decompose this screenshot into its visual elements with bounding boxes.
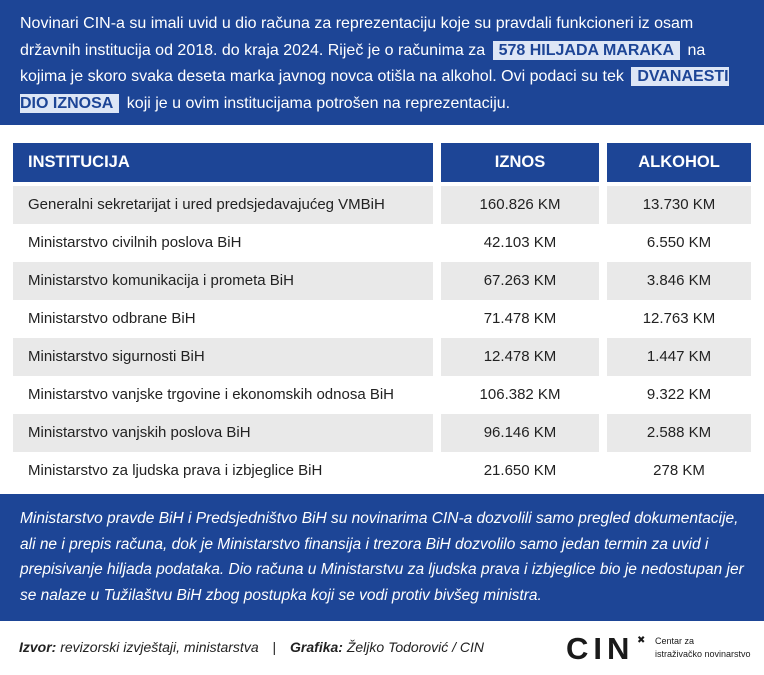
logo-tagline xyxy=(655,635,751,661)
cell-amount: 21.650 KM xyxy=(483,462,557,479)
header-amount: IZNOS xyxy=(441,143,599,182)
cell-institution: Ministarstvo vanjske trgovine i ekonomskih odnosa BiH xyxy=(28,386,394,403)
note-text: Ministarstvo pravde BiH i Predsjedništvo BiH su novinarima CIN-a dozvolili samo pregled dokumentacije, ali ne i prepis računa, dok je Ministarstvo finansija i trezora BiH dozvolilo samo jedan termin za uvid i prepisivanje hiljada podataka. Dio računa u Ministarstvu za ljudska prava i izbjeglice bio je nedostupan jer se nalaze u Tužilaštvu BiH zbog postupka koji se vodi protiv bivšeg ministra. xyxy=(20,510,744,604)
table-row xyxy=(13,376,751,414)
cell-alcohol: 13.730 KM xyxy=(607,186,751,224)
cell-institution: Ministarstvo vanjskih poslova BiH xyxy=(13,414,433,452)
source-value: revizorski izvještaji, ministarstva xyxy=(60,639,259,655)
note-panel xyxy=(0,494,764,621)
cell-institution: Ministarstvo odbrane BiH xyxy=(28,310,196,327)
graphic-label: Grafika: xyxy=(290,639,343,655)
intro-text-1: Novinari CIN-a su imali uvid u dio računa za reprezentaciju koje su pravdali funkcioneri iz osam državnih institucija od 2018. do kraja 2024. Riječ je o računima za xyxy=(20,15,694,59)
intro-highlight-amount: 578 HILJADA MARAKA xyxy=(493,41,680,60)
cell-amount: 96.146 KM xyxy=(441,414,599,452)
table-row xyxy=(13,452,751,490)
cin-logo xyxy=(566,631,756,667)
intro-text-3: koji je u ovim institucijama potrošen na reprezentaciju. xyxy=(126,94,511,112)
cell-alcohol: 2.588 KM xyxy=(607,414,751,452)
intro-highlight-fraction: DVANAESTI DIO IZNOSA xyxy=(20,68,729,112)
cell-institution: Ministarstvo komunikacija i prometa BiH xyxy=(13,262,433,300)
intro-text-2: na kojima je skoro svaka deseta marka javnog novca otišla na alkohol. Ovi podaci su tek xyxy=(20,41,706,85)
header-alcohol: ALKOHOL xyxy=(607,143,751,182)
graphic-value: Željko Todorović / CIN xyxy=(346,639,485,655)
intro-panel xyxy=(0,0,764,125)
credits xyxy=(19,639,484,655)
table-row xyxy=(13,224,751,262)
cell-alcohol: 1.447 KM xyxy=(607,338,751,376)
cell-amount: 42.103 KM xyxy=(483,234,557,251)
cell-institution: Ministarstvo civilnih poslova BiH xyxy=(28,234,242,251)
cell-institution: Ministarstvo za ljudska prava i izbjeglice BiH xyxy=(28,462,323,479)
expenses-table xyxy=(13,143,751,490)
cell-alcohol: 12.763 KM xyxy=(642,310,716,327)
table-row xyxy=(13,186,751,224)
cell-amount: 67.263 KM xyxy=(441,262,599,300)
cell-alcohol: 3.846 KM xyxy=(607,262,751,300)
cell-alcohol: 9.322 KM xyxy=(646,386,712,403)
cell-alcohol: 278 KM xyxy=(653,462,705,479)
table-row xyxy=(13,262,751,300)
cell-institution: Ministarstvo sigurnosti BiH xyxy=(13,338,433,376)
logo-wordmark: CIN xyxy=(566,631,635,666)
table-row xyxy=(13,414,751,452)
table-header xyxy=(13,143,751,182)
table-row xyxy=(13,300,751,338)
cell-amount: 160.826 KM xyxy=(441,186,599,224)
credits-separator: | xyxy=(272,639,277,655)
header-institution: INSTITUCIJA xyxy=(13,143,433,182)
cell-amount: 106.382 KM xyxy=(479,386,561,403)
logo-tagline-line1: Centar za xyxy=(655,636,695,646)
footer xyxy=(0,621,764,675)
table-row xyxy=(13,338,751,376)
source-label: Izvor: xyxy=(19,639,57,655)
logo-cross-icon: ✖ xyxy=(637,635,646,646)
logo-tagline-line2: istraživačko novinarstvo xyxy=(655,649,751,659)
cell-alcohol: 6.550 KM xyxy=(646,234,712,251)
cell-amount: 12.478 KM xyxy=(441,338,599,376)
cell-amount: 71.478 KM xyxy=(483,310,557,327)
cell-institution: Generalni sekretarijat i ured predsjedavajućeg VMBiH xyxy=(13,186,433,224)
